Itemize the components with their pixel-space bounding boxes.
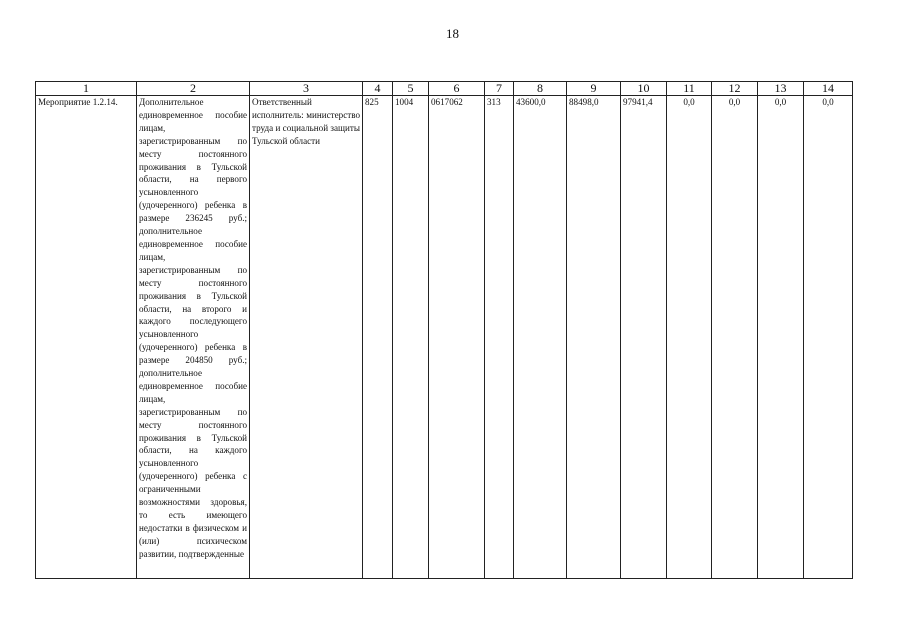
header-row — [36, 82, 853, 96]
activity-cell: Мероприятие 1.2.14. — [36, 96, 137, 579]
value-cell: 0,0 — [712, 96, 758, 579]
column-header: 2 — [137, 82, 250, 96]
executor-cell: Ответственный исполнитель: министерство труда и социальной защиты Тульской области — [250, 96, 363, 579]
funding-table — [35, 81, 853, 579]
value-cell: 0,0 — [804, 96, 853, 579]
section-cell: 1004 — [393, 96, 429, 579]
column-header: 14 — [804, 82, 853, 96]
code-cell: 825 — [363, 96, 393, 579]
column-header: 7 — [485, 82, 514, 96]
description-cell: Дополнительное единовременное пособие лицам, зарегистрированным по месту постоянного проживания в Тульской области, на первого усыновленного (удочеренного) ребенка в размере 236245 руб.; дополнительное единовременное пособие лицам, зарегистрированным по месту постоянного проживания в Тульской области, на второго и каждого последующего усыновленного (удочеренного) ребенка в размере 204850 руб.; дополнительное единовременное пособие лицам, зарегистрированным по месту постоянного проживания в Тульской области, на каждого усыновленного (удочеренного) ребенка с ограниченными возможностями здоровья, то есть имеющего недостатки в физическом и (или) психическом развитии, подтвержденные — [137, 96, 250, 579]
column-header: 9 — [567, 82, 621, 96]
value-cell: 0,0 — [667, 96, 712, 579]
value-cell: 0,0 — [758, 96, 804, 579]
column-header: 3 — [250, 82, 363, 96]
column-header: 5 — [393, 82, 429, 96]
column-header: 12 — [712, 82, 758, 96]
page-number: 18 — [446, 26, 459, 41]
column-header: 11 — [667, 82, 712, 96]
value-cell: 43600,0 — [514, 96, 567, 579]
column-header: 4 — [363, 82, 393, 96]
value-cell: 88498,0 — [567, 96, 621, 579]
target-article-cell: 0617062 — [429, 96, 485, 579]
table-row — [36, 96, 853, 579]
column-header: 8 — [514, 82, 567, 96]
column-header: 13 — [758, 82, 804, 96]
value-cell: 97941,4 — [621, 96, 667, 579]
column-header: 10 — [621, 82, 667, 96]
column-header: 1 — [36, 82, 137, 96]
column-header: 6 — [429, 82, 485, 96]
expense-type-cell: 313 — [485, 96, 514, 579]
